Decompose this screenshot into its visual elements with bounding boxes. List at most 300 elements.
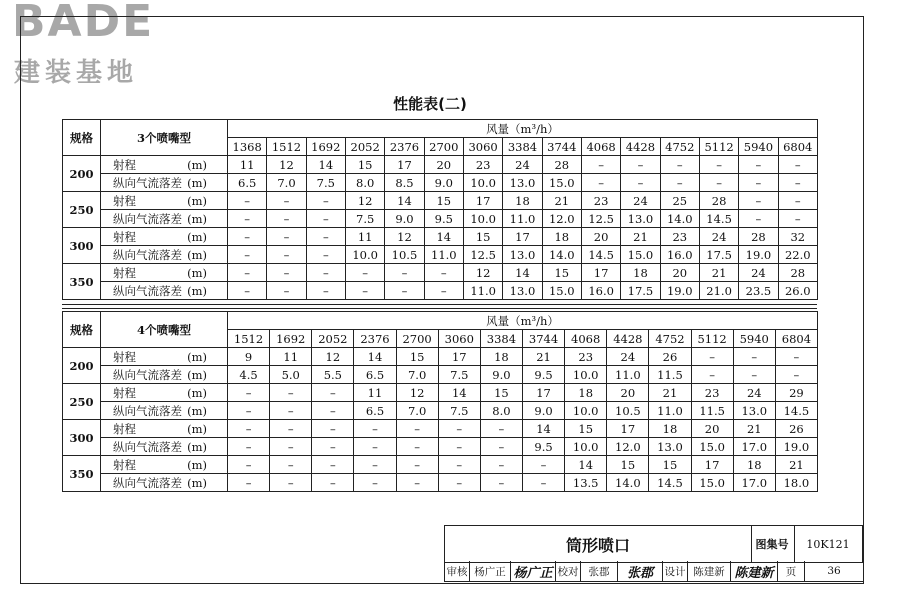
parameter-name: 纵向气流落差 xyxy=(113,403,182,418)
airflow-header: 风量（m³/h） xyxy=(228,120,818,138)
value-cell: – xyxy=(228,228,267,246)
parameter-cell xyxy=(101,174,228,192)
value-cell: – xyxy=(438,474,480,492)
value-cell: 21.0 xyxy=(699,282,738,300)
value-cell: 14.5 xyxy=(775,402,817,420)
parameter-unit: (m) xyxy=(187,283,207,298)
value-cell: 12.5 xyxy=(463,246,502,264)
value-cell: – xyxy=(306,192,345,210)
airflow-cell: 4428 xyxy=(607,330,649,348)
value-cell: 7.0 xyxy=(396,402,438,420)
value-cell: 24 xyxy=(733,384,775,402)
value-cell: 7.0 xyxy=(396,366,438,384)
value-cell: 15 xyxy=(649,456,691,474)
parameter-cell xyxy=(101,156,228,174)
value-cell: – xyxy=(739,156,778,174)
table-row xyxy=(63,366,818,384)
spec-cell: 250 xyxy=(63,384,101,420)
value-cell: 15 xyxy=(542,264,581,282)
value-cell: 12.0 xyxy=(542,210,581,228)
value-cell: – xyxy=(385,282,424,300)
value-cell: 14.0 xyxy=(607,474,649,492)
drawing-name: 筒形喷口 xyxy=(444,525,752,563)
value-cell: – xyxy=(306,246,345,264)
airflow-cell: 5112 xyxy=(691,330,733,348)
value-cell: 13.0 xyxy=(733,402,775,420)
value-cell: 26 xyxy=(775,420,817,438)
airflow-cell: 4068 xyxy=(565,330,607,348)
value-cell: 13.0 xyxy=(649,438,691,456)
parameter-cell xyxy=(101,438,228,456)
airflow-cell: 3384 xyxy=(503,138,542,156)
page-number: 36 xyxy=(827,565,841,577)
value-cell: – xyxy=(228,210,267,228)
design-label: 设计 xyxy=(663,561,688,581)
value-cell: 28 xyxy=(778,264,817,282)
table-row xyxy=(63,348,818,366)
value-cell: 10.0 xyxy=(463,210,502,228)
value-cell: – xyxy=(581,174,620,192)
value-cell: – xyxy=(306,228,345,246)
airflow-cell: 1368 xyxy=(228,138,267,156)
airflow-cell: 5940 xyxy=(739,138,778,156)
value-cell: 11.5 xyxy=(649,366,691,384)
parameter-unit: (m) xyxy=(187,421,207,436)
parameter-name: 射程 xyxy=(113,421,136,436)
value-cell: 14 xyxy=(503,264,542,282)
value-cell: 14.0 xyxy=(542,246,581,264)
value-cell: – xyxy=(480,438,522,456)
value-cell: – xyxy=(396,474,438,492)
value-cell: 8.0 xyxy=(480,402,522,420)
airflow-cell: 1692 xyxy=(306,138,345,156)
value-cell: 12 xyxy=(267,156,306,174)
parameter-name: 射程 xyxy=(113,193,136,208)
value-cell: 15 xyxy=(565,420,607,438)
value-cell: 12.5 xyxy=(581,210,620,228)
value-cell: 17 xyxy=(522,384,564,402)
value-cell: – xyxy=(306,264,345,282)
parameter-name: 纵向气流落差 xyxy=(113,439,182,454)
value-cell: 10.5 xyxy=(607,402,649,420)
value-cell: – xyxy=(312,474,354,492)
value-cell: 24 xyxy=(607,348,649,366)
value-cell: – xyxy=(228,192,267,210)
parameter-name: 射程 xyxy=(113,229,136,244)
value-cell: – xyxy=(267,210,306,228)
value-cell: 15 xyxy=(424,192,463,210)
value-cell: 11.0 xyxy=(649,402,691,420)
parameter-name: 射程 xyxy=(113,385,136,400)
value-cell: 15.0 xyxy=(691,474,733,492)
value-cell: – xyxy=(480,420,522,438)
value-cell: 25 xyxy=(660,192,699,210)
spec-cell: 200 xyxy=(63,156,101,192)
value-cell: – xyxy=(267,246,306,264)
value-cell: 11.0 xyxy=(463,282,502,300)
value-cell: 16.0 xyxy=(660,246,699,264)
value-cell: 11.0 xyxy=(424,246,463,264)
parameter-name: 纵向气流落差 xyxy=(113,247,182,262)
value-cell: 28 xyxy=(699,192,738,210)
parameter-unit: (m) xyxy=(187,439,207,454)
airflow-cell: 4428 xyxy=(621,138,660,156)
parameter-cell xyxy=(101,264,228,282)
parameter-unit: (m) xyxy=(187,229,207,244)
value-cell: – xyxy=(354,474,396,492)
value-cell: 18.0 xyxy=(775,474,817,492)
value-cell: 19.0 xyxy=(739,246,778,264)
value-cell: – xyxy=(270,384,312,402)
value-cell: 9.0 xyxy=(424,174,463,192)
value-cell: 5.0 xyxy=(270,366,312,384)
parameter-cell xyxy=(101,246,228,264)
value-cell: – xyxy=(270,456,312,474)
airflow-cell: 5940 xyxy=(733,330,775,348)
value-cell: 14.5 xyxy=(699,210,738,228)
table-row xyxy=(63,192,818,210)
airflow-cell: 5112 xyxy=(699,138,738,156)
value-cell: 23.5 xyxy=(739,282,778,300)
airflow-cell: 2376 xyxy=(385,138,424,156)
value-cell: – xyxy=(739,210,778,228)
value-cell: – xyxy=(733,366,775,384)
value-cell: 21 xyxy=(699,264,738,282)
value-cell: – xyxy=(312,420,354,438)
value-cell: 12.0 xyxy=(607,438,649,456)
value-cell: 14.5 xyxy=(581,246,620,264)
value-cell: 15.0 xyxy=(691,438,733,456)
spec-cell: 250 xyxy=(63,192,101,228)
value-cell: 21 xyxy=(649,384,691,402)
table-row xyxy=(63,228,818,246)
reviewer-name: 杨广正 xyxy=(470,561,511,581)
value-cell: 6.5 xyxy=(354,366,396,384)
parameter-cell xyxy=(101,210,228,228)
value-cell: 24 xyxy=(503,156,542,174)
value-cell: – xyxy=(778,174,817,192)
value-cell: – xyxy=(385,264,424,282)
value-cell: – xyxy=(267,282,306,300)
table-row xyxy=(63,456,818,474)
model-header: 3个喷嘴型 xyxy=(101,120,228,156)
page-label: 页 xyxy=(778,561,805,581)
value-cell: 23 xyxy=(565,348,607,366)
spec-cell: 200 xyxy=(63,348,101,384)
value-cell: – xyxy=(228,438,270,456)
designer-name: 陈建新 xyxy=(688,561,731,581)
value-cell: 15 xyxy=(480,384,522,402)
value-cell: – xyxy=(775,348,817,366)
value-cell: 11 xyxy=(354,384,396,402)
value-cell: – xyxy=(778,156,817,174)
value-cell: 15 xyxy=(463,228,502,246)
header-row xyxy=(63,312,818,330)
value-cell: 13.0 xyxy=(503,282,542,300)
value-cell: – xyxy=(775,366,817,384)
value-cell: 22.0 xyxy=(778,246,817,264)
parameter-unit: (m) xyxy=(187,349,207,364)
parameter-name: 射程 xyxy=(113,265,136,280)
value-cell: 17 xyxy=(463,192,502,210)
airflow-cell: 2700 xyxy=(424,138,463,156)
value-cell: 11.5 xyxy=(691,402,733,420)
value-cell: 21 xyxy=(522,348,564,366)
parameter-cell xyxy=(101,384,228,402)
value-cell: 20 xyxy=(691,420,733,438)
value-cell: 17.5 xyxy=(699,246,738,264)
value-cell: 11.0 xyxy=(503,210,542,228)
value-cell: 18 xyxy=(621,264,660,282)
value-cell: 9.0 xyxy=(522,402,564,420)
page-title: 性能表(二) xyxy=(393,95,467,113)
value-cell: – xyxy=(228,420,270,438)
value-cell: – xyxy=(267,228,306,246)
value-cell: 13.0 xyxy=(503,174,542,192)
parameter-unit: (m) xyxy=(187,247,207,262)
value-cell: 17 xyxy=(385,156,424,174)
value-cell: – xyxy=(312,402,354,420)
value-cell: – xyxy=(396,420,438,438)
table-row xyxy=(63,174,818,192)
value-cell: 26.0 xyxy=(778,282,817,300)
value-cell: – xyxy=(270,420,312,438)
value-cell: – xyxy=(691,366,733,384)
value-cell: 18 xyxy=(503,192,542,210)
value-cell: 11 xyxy=(270,348,312,366)
value-cell: – xyxy=(306,210,345,228)
airflow-cell: 3060 xyxy=(438,330,480,348)
model-header: 4个喷嘴型 xyxy=(101,312,228,348)
value-cell: – xyxy=(228,456,270,474)
value-cell: – xyxy=(228,264,267,282)
value-cell: – xyxy=(270,474,312,492)
value-cell: 21 xyxy=(621,228,660,246)
value-cell: – xyxy=(267,264,306,282)
value-cell: 16.0 xyxy=(581,282,620,300)
value-cell: 12 xyxy=(385,228,424,246)
table-separator xyxy=(62,304,817,309)
airflow-cell: 6804 xyxy=(775,330,817,348)
header-row xyxy=(63,120,818,138)
atlas-label: 图集号 xyxy=(750,525,795,563)
value-cell: 9.0 xyxy=(385,210,424,228)
value-cell: – xyxy=(621,156,660,174)
atlas-number: 10K121 xyxy=(794,525,863,563)
value-cell: 23 xyxy=(463,156,502,174)
value-cell: 10.0 xyxy=(565,438,607,456)
value-cell: 8.5 xyxy=(385,174,424,192)
value-cell: – xyxy=(438,438,480,456)
logo-brand: BADE xyxy=(12,0,155,47)
value-cell: 23 xyxy=(581,192,620,210)
value-cell: 19.0 xyxy=(660,282,699,300)
value-cell: 11.0 xyxy=(607,366,649,384)
value-cell: – xyxy=(267,192,306,210)
value-cell: – xyxy=(345,264,384,282)
value-cell: 29 xyxy=(775,384,817,402)
value-cell: – xyxy=(733,348,775,366)
value-cell: 15.0 xyxy=(542,282,581,300)
table-row xyxy=(63,420,818,438)
value-cell: 20 xyxy=(424,156,463,174)
value-cell: – xyxy=(691,348,733,366)
parameter-unit: (m) xyxy=(187,193,207,208)
value-cell: – xyxy=(312,456,354,474)
airflow-cell: 2376 xyxy=(354,330,396,348)
value-cell: – xyxy=(396,438,438,456)
performance-table-2 xyxy=(62,311,818,492)
value-cell: 7.5 xyxy=(438,402,480,420)
value-cell: 26 xyxy=(649,348,691,366)
value-cell: 9.5 xyxy=(522,366,564,384)
value-cell: 14 xyxy=(438,384,480,402)
value-cell: 14 xyxy=(385,192,424,210)
value-cell: 9.5 xyxy=(522,438,564,456)
value-cell: 13.0 xyxy=(621,210,660,228)
value-cell: – xyxy=(228,474,270,492)
signature-row xyxy=(444,561,864,582)
value-cell: 17.5 xyxy=(621,282,660,300)
parameter-name: 射程 xyxy=(113,349,136,364)
reviewer-signature: 杨广正 xyxy=(511,561,556,581)
table-row xyxy=(63,474,818,492)
value-cell: 10.0 xyxy=(565,402,607,420)
value-cell: – xyxy=(739,174,778,192)
value-cell: – xyxy=(699,174,738,192)
value-cell: 9.5 xyxy=(424,210,463,228)
value-cell: 7.5 xyxy=(438,366,480,384)
parameter-unit: (m) xyxy=(187,475,207,490)
table-row xyxy=(63,438,818,456)
spec-cell: 350 xyxy=(63,456,101,492)
value-cell: 12 xyxy=(312,348,354,366)
value-cell: 18 xyxy=(565,384,607,402)
value-cell: – xyxy=(270,438,312,456)
value-cell: 5.5 xyxy=(312,366,354,384)
value-cell: – xyxy=(438,420,480,438)
table-row xyxy=(63,210,818,228)
value-cell: – xyxy=(228,384,270,402)
parameter-unit: (m) xyxy=(187,457,207,472)
airflow-cell: 2052 xyxy=(312,330,354,348)
spec-cell: 300 xyxy=(63,420,101,456)
value-cell: 15 xyxy=(607,456,649,474)
designer-signature: 陈建新 xyxy=(731,561,778,581)
parameter-cell xyxy=(101,366,228,384)
value-cell: 6.5 xyxy=(228,174,267,192)
parameter-cell xyxy=(101,402,228,420)
spec-cell: 300 xyxy=(63,228,101,264)
airflow-cell: 1512 xyxy=(228,330,270,348)
airflow-cell: 3744 xyxy=(522,330,564,348)
value-cell: 17 xyxy=(607,420,649,438)
value-cell: 28 xyxy=(739,228,778,246)
value-cell: 24 xyxy=(699,228,738,246)
logo-subtitle: 建装基地 xyxy=(14,58,139,88)
check-label: 校对 xyxy=(556,561,581,581)
value-cell: 8.0 xyxy=(345,174,384,192)
parameter-cell xyxy=(101,282,228,300)
value-cell: 13.5 xyxy=(565,474,607,492)
value-cell: – xyxy=(354,420,396,438)
table-row xyxy=(63,384,818,402)
value-cell: 18 xyxy=(480,348,522,366)
parameter-unit: (m) xyxy=(187,385,207,400)
checker-name: 张郡 xyxy=(581,561,618,581)
airflow-header: 风量（m³/h） xyxy=(228,312,818,330)
value-cell: 24 xyxy=(739,264,778,282)
value-cell: 10.0 xyxy=(463,174,502,192)
value-cell: 14 xyxy=(565,456,607,474)
value-cell: 14 xyxy=(424,228,463,246)
value-cell: – xyxy=(312,438,354,456)
parameter-cell xyxy=(101,474,228,492)
value-cell: – xyxy=(228,402,270,420)
value-cell: 17 xyxy=(691,456,733,474)
table-row xyxy=(63,246,818,264)
parameter-cell xyxy=(101,456,228,474)
value-cell: – xyxy=(581,156,620,174)
value-cell: 14 xyxy=(306,156,345,174)
value-cell: 12 xyxy=(396,384,438,402)
table-row xyxy=(63,402,818,420)
value-cell: – xyxy=(424,264,463,282)
value-cell: 10.5 xyxy=(385,246,424,264)
airflow-cell: 3384 xyxy=(480,330,522,348)
parameter-unit: (m) xyxy=(187,265,207,280)
airflow-cell: 2052 xyxy=(345,138,384,156)
value-cell: 24 xyxy=(621,192,660,210)
value-cell: – xyxy=(660,156,699,174)
parameter-name: 纵向气流落差 xyxy=(113,283,182,298)
value-cell: – xyxy=(438,456,480,474)
parameter-unit: (m) xyxy=(187,211,207,226)
value-cell: 6.5 xyxy=(354,402,396,420)
value-cell: 9 xyxy=(228,348,270,366)
value-cell: 23 xyxy=(691,384,733,402)
value-cell: 20 xyxy=(581,228,620,246)
value-cell: – xyxy=(778,210,817,228)
value-cell: – xyxy=(354,456,396,474)
value-cell: 14 xyxy=(354,348,396,366)
airflow-cell: 1512 xyxy=(267,138,306,156)
value-cell: 14 xyxy=(522,420,564,438)
value-cell: 19.0 xyxy=(775,438,817,456)
value-cell: – xyxy=(480,456,522,474)
airflow-cell: 2700 xyxy=(396,330,438,348)
review-label: 审核 xyxy=(445,561,470,581)
value-cell: 11 xyxy=(345,228,384,246)
value-cell: 18 xyxy=(733,456,775,474)
value-cell: 4.5 xyxy=(228,366,270,384)
value-cell: 15.0 xyxy=(542,174,581,192)
checker-signature: 张郡 xyxy=(618,561,663,581)
value-cell: 11 xyxy=(228,156,267,174)
value-cell: – xyxy=(522,474,564,492)
value-cell: 15.0 xyxy=(621,246,660,264)
title-block xyxy=(444,525,862,582)
performance-table-1 xyxy=(62,119,818,300)
parameter-name: 射程 xyxy=(113,457,136,472)
spec-cell: 350 xyxy=(63,264,101,300)
value-cell: 15 xyxy=(345,156,384,174)
value-cell: – xyxy=(228,246,267,264)
value-cell: – xyxy=(354,438,396,456)
value-cell: 20 xyxy=(660,264,699,282)
value-cell: 14.0 xyxy=(660,210,699,228)
value-cell: 17 xyxy=(438,348,480,366)
